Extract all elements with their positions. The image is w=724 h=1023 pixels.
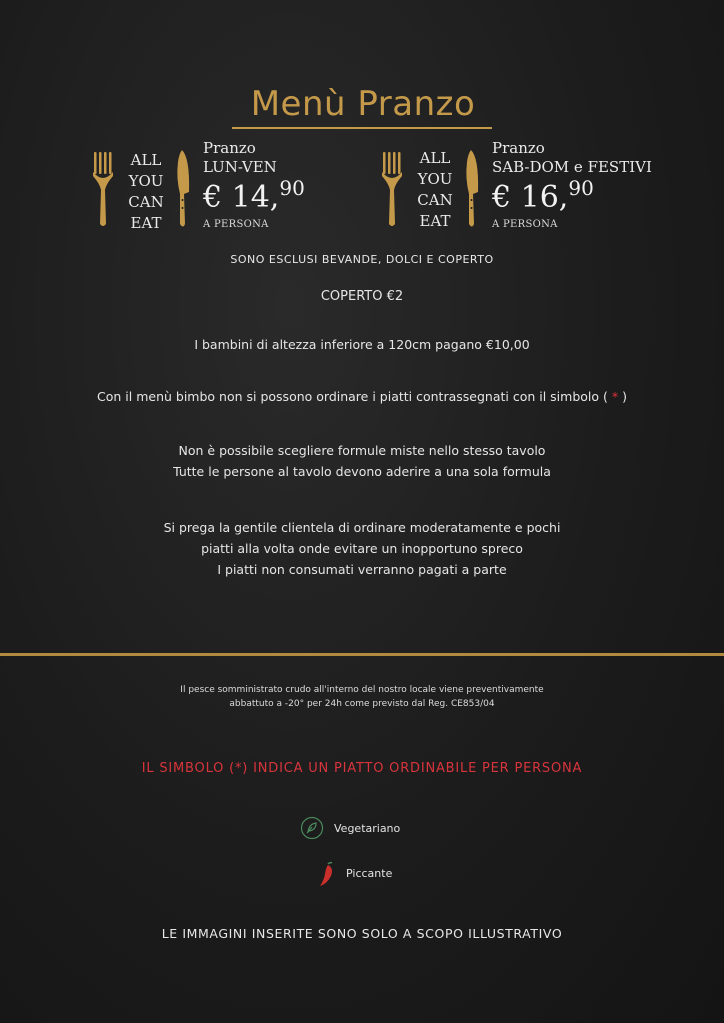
offer-days: SAB-DOM e FESTIVI — [492, 158, 652, 176]
all-you-can-eat-label: ALL YOU CAN EAT — [128, 151, 164, 232]
offer-days: LUN-VEN — [203, 158, 277, 176]
images-disclaimer: LE IMMAGINI INSERITE SONO SOLO A SCOPO ILLUSTRATIVO — [161, 926, 563, 941]
formula-note: Non è possibile scegliere formule miste nello stesso tavolo Tutte le persone al tavolo devono aderire a una sola formula — [173, 443, 551, 479]
per-person-label: A PERSONA — [203, 219, 269, 230]
symbol-note: IL SIMBOLO (*) INDICA UN PIATTO ORDINABILE PER PERSONA — [141, 761, 583, 776]
chili-pepper-icon — [318, 860, 336, 892]
page-title: Menù Pranzo — [250, 84, 476, 124]
all-you-can-eat-label: ALL YOU CAN EAT — [417, 149, 453, 230]
knife-icon — [463, 148, 481, 234]
kids-menu-note: Con il menù bimbo non si possono ordinare i piatti contrassegnati con il simbolo ( * ) — [97, 389, 627, 404]
fork-icon — [381, 150, 403, 232]
title-underline — [232, 127, 492, 129]
excluded-note: SONO ESCLUSI BEVANDE, DOLCI E COPERTO — [230, 253, 494, 266]
offer-label: Pranzo — [203, 139, 256, 157]
offer-label: Pranzo — [492, 139, 545, 157]
vegetarian-icon — [300, 816, 324, 844]
knife-icon — [174, 148, 192, 234]
waste-note: Si prega la gentile clientela di ordinare moderatamente e pochi piatti alla volta onde evitare un inopportuno spreco I piatti non consumati verranno pagati a parte — [163, 520, 561, 577]
spicy-label: Piccante — [346, 867, 393, 880]
children-price-note: I bambini di altezza inferiore a 120cm pagano €10,00 — [194, 337, 530, 352]
offer-price: € 16,90 — [492, 176, 594, 215]
coperto-note: COPERTO €2 — [320, 289, 404, 304]
section-divider — [0, 653, 724, 656]
per-person-label: A PERSONA — [492, 219, 558, 230]
raw-fish-note: Il pesce somministrato crudo all'interno del nostro locale viene preventivamente abbattuto a -20° per 24h come previsto dal Reg. CE853/04 — [180, 685, 544, 709]
offer-price: € 14,90 — [203, 176, 305, 215]
vegetarian-label: Vegetariano — [334, 822, 401, 835]
fork-icon — [92, 150, 114, 232]
